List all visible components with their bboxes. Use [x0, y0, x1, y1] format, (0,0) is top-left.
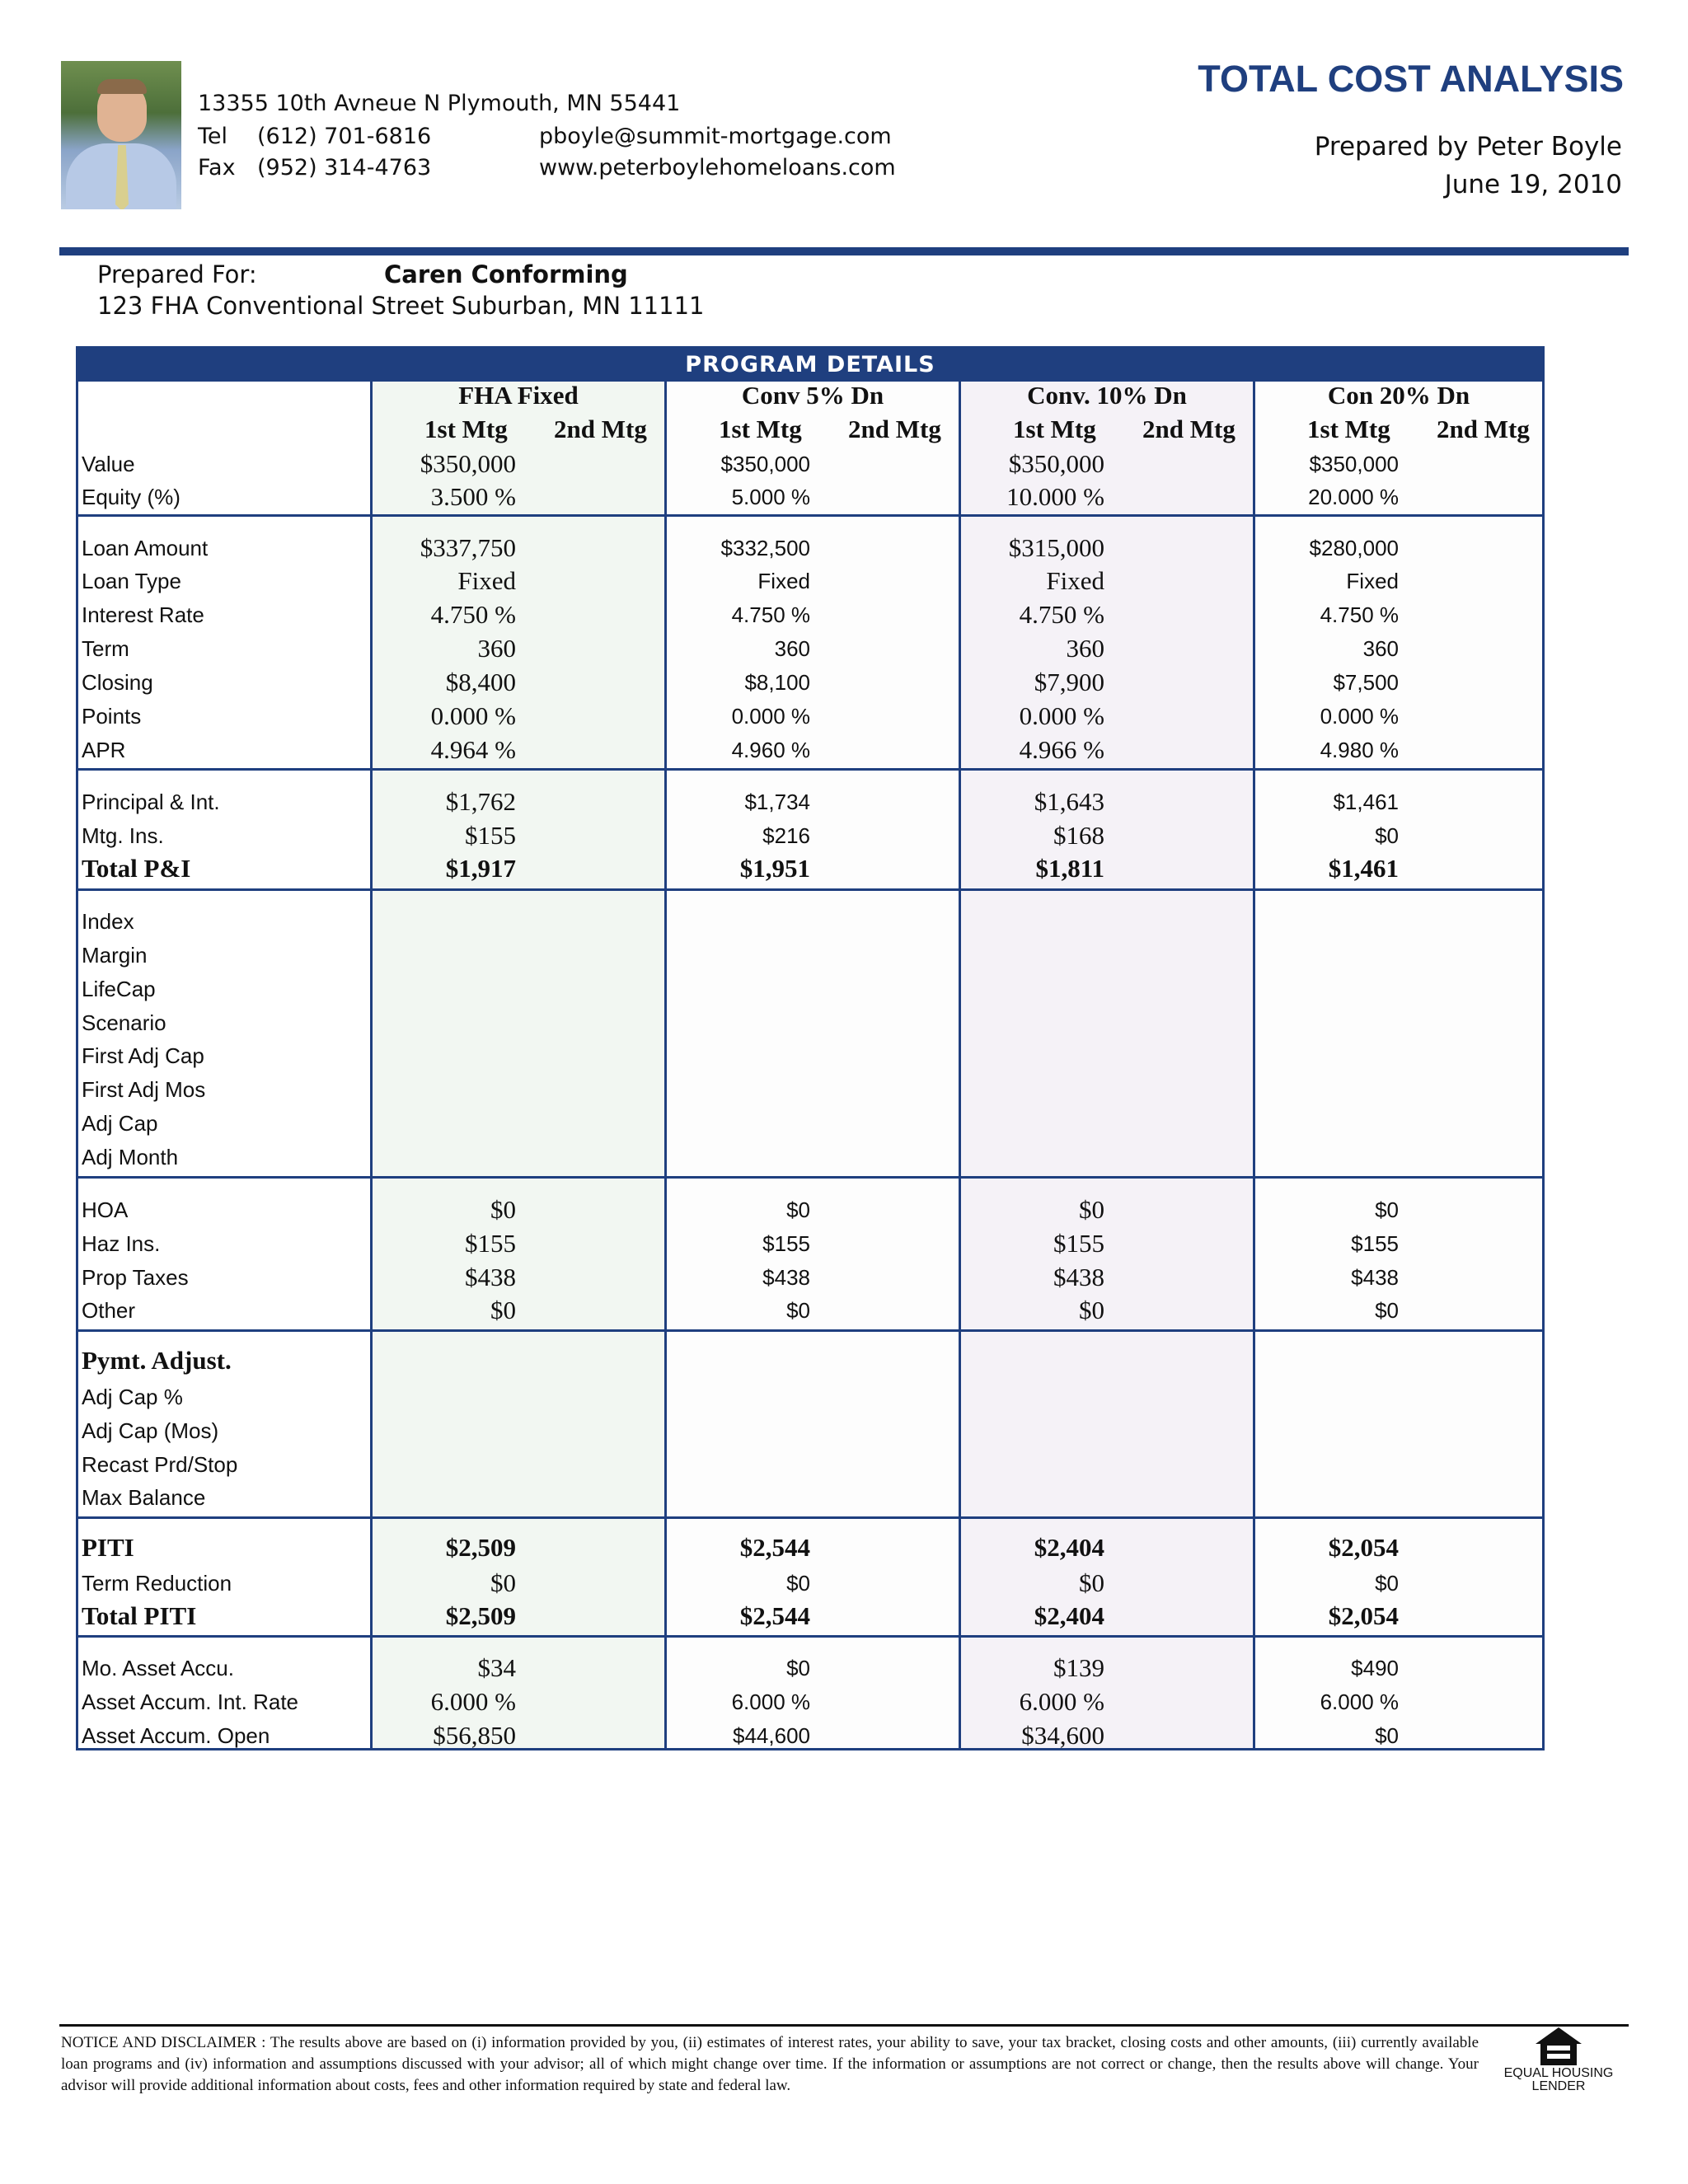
cell-apr-1: 4.964 %	[430, 735, 516, 764]
col-bg-1	[373, 382, 664, 1748]
cell-term-reduction-2: $0	[786, 1571, 810, 1596]
cell-hoa-4: $0	[1375, 1197, 1399, 1222]
row-label-prop-taxes: Prop Taxes	[82, 1265, 189, 1290]
cell-loan-amount-4: $280,000	[1309, 536, 1399, 560]
cell-principal-int-3: $1,643	[1034, 787, 1104, 816]
cell-interest-rate-2: 4.750 %	[731, 602, 810, 627]
row-label-loan-type: Loan Type	[82, 569, 181, 593]
cell-asset-open-4: $0	[1375, 1723, 1399, 1748]
cell-total-piti-4: $2,054	[1328, 1601, 1399, 1630]
row-label-asset-open: Asset Accum. Open	[82, 1723, 270, 1748]
cell-loan-type-2: Fixed	[757, 569, 810, 593]
first-mtg-header: 1st Mtg	[424, 415, 508, 443]
cell-principal-int-4: $1,461	[1333, 790, 1399, 814]
cell-interest-rate-3: 4.750 %	[1019, 600, 1104, 629]
row-label-mtg-ins: Mtg. Ins.	[82, 823, 164, 848]
cell-principal-int-2: $1,734	[744, 790, 810, 814]
cell-piti-3: $2,404	[1034, 1533, 1104, 1562]
cell-loan-type-4: Fixed	[1346, 569, 1399, 593]
cell-asset-rate-2: 6.000 %	[731, 1690, 810, 1714]
first-mtg-header: 1st Mtg	[1013, 415, 1096, 443]
cell-asset-rate-4: 6.000 %	[1320, 1690, 1399, 1714]
client-name: Caren Conforming	[384, 260, 628, 288]
cell-other-3: $0	[1079, 1296, 1104, 1324]
cell-mtg-ins-1: $155	[465, 821, 516, 850]
row-label-total-pi: Total P&I	[82, 854, 191, 883]
cell-prop-taxes-4: $438	[1351, 1265, 1399, 1290]
row-label-term-reduction: Term Reduction	[82, 1571, 232, 1596]
cell-loan-amount-1: $337,750	[420, 533, 516, 562]
cell-other-2: $0	[786, 1298, 810, 1323]
row-label-scenario: Scenario	[82, 1010, 166, 1035]
row-label-mo-asset: Mo. Asset Accu.	[82, 1656, 234, 1680]
equal-housing-logo	[1489, 2024, 1629, 2093]
cell-apr-2: 4.960 %	[731, 738, 810, 762]
cell-apr-3: 4.966 %	[1019, 735, 1104, 764]
program-name-2: Conv 5% Dn	[741, 381, 884, 410]
cell-loan-amount-3: $315,000	[1008, 533, 1104, 562]
cell-value-1: $350,000	[420, 449, 516, 478]
cell-loan-type-1: Fixed	[457, 566, 516, 595]
row-label-value: Value	[82, 452, 135, 476]
cell-prop-taxes-2: $438	[762, 1265, 810, 1290]
cell-apr-4: 4.980 %	[1320, 738, 1399, 762]
first-mtg-header: 1st Mtg	[1307, 415, 1390, 443]
office-address: 13355 10th Avneue N Plymouth, MN 55441	[198, 91, 681, 116]
row-label-adj-cap-pct: Adj Cap %	[82, 1385, 183, 1409]
cell-points-4: 0.000 %	[1320, 704, 1399, 729]
row-label-asset-rate: Asset Accum. Int. Rate	[82, 1690, 298, 1714]
cell-hoa-1: $0	[490, 1195, 516, 1224]
cell-loan-type-3: Fixed	[1046, 566, 1104, 595]
row-label-hoa: HOA	[82, 1197, 129, 1222]
row-divider	[78, 514, 1542, 517]
tel-label: Tel	[198, 124, 228, 149]
cell-closing-3: $7,900	[1034, 668, 1104, 696]
disclaimer-text: NOTICE AND DISCLAIMER : The results above are based on (i) information provided by you, (ii) estimates of interest rates, your ability to save, your tax bracket, closing costs and other amounts, (iii) currently available loan programs and (iv) information and assumptions discussed with your advisor; all of which might change over time. If the information or assumptions are not correct or change, then the results above will change. Your advisor will provide additional information about costs, fees and other information required by state and federal law.	[61, 2034, 1479, 2094]
cell-haz-ins-4: $155	[1351, 1231, 1399, 1256]
row-divider	[78, 1635, 1542, 1638]
row-label-closing: Closing	[82, 670, 153, 695]
cell-term-1: 360	[477, 634, 516, 663]
second-mtg-header: 2nd Mtg	[848, 415, 941, 443]
row-label-total-piti: Total PITI	[82, 1601, 197, 1630]
col-divider	[370, 382, 373, 1748]
cell-asset-open-2: $44,600	[733, 1723, 810, 1748]
eho-line-2: LENDER	[1531, 2079, 1586, 2093]
cell-asset-rate-3: 6.000 %	[1019, 1687, 1104, 1716]
cell-mtg-ins-4: $0	[1375, 823, 1399, 848]
cell-total-pi-1: $1,917	[445, 854, 516, 883]
row-divider	[78, 888, 1542, 891]
cell-prop-taxes-1: $438	[465, 1263, 516, 1291]
row-label-pymt-adjust: Pymt. Adjust.	[82, 1346, 232, 1375]
second-mtg-header: 2nd Mtg	[1437, 415, 1530, 443]
cell-haz-ins-1: $155	[465, 1229, 516, 1258]
cell-total-piti-3: $2,404	[1034, 1601, 1104, 1630]
cell-other-1: $0	[490, 1296, 516, 1324]
cell-hoa-2: $0	[786, 1197, 810, 1222]
cell-mtg-ins-3: $168	[1053, 821, 1104, 850]
cell-mo-asset-3: $139	[1053, 1653, 1104, 1682]
email-link[interactable]: pboyle@summit-mortgage.com	[539, 124, 892, 149]
cell-total-pi-4: $1,461	[1328, 854, 1399, 883]
cell-equity-1: 3.500 %	[430, 482, 516, 511]
website-link[interactable]: www.peterboylehomeloans.com	[539, 155, 896, 180]
second-mtg-header: 2nd Mtg	[1142, 415, 1236, 443]
row-label-first-adj-mos: First Adj Mos	[82, 1077, 206, 1102]
row-divider	[78, 1516, 1542, 1519]
row-divider	[78, 768, 1542, 771]
section-title: PROGRAM DETAILS	[78, 349, 1542, 382]
cell-mo-asset-2: $0	[786, 1656, 810, 1680]
row-label-points: Points	[82, 704, 142, 729]
row-label-term: Term	[82, 636, 129, 661]
cell-total-piti-2: $2,544	[739, 1601, 810, 1630]
equal-housing-house-icon	[1534, 2026, 1583, 2067]
cell-mo-asset-1: $34	[477, 1653, 516, 1682]
program-name-4: Con 20% Dn	[1327, 381, 1470, 410]
cell-closing-1: $8,400	[445, 668, 516, 696]
cell-other-4: $0	[1375, 1298, 1399, 1323]
row-label-piti: PITI	[82, 1533, 134, 1562]
cell-prop-taxes-3: $438	[1053, 1263, 1104, 1291]
program-name-1: FHA Fixed	[458, 381, 579, 410]
cell-term-reduction-1: $0	[490, 1568, 516, 1597]
row-label-loan-amount: Loan Amount	[82, 536, 209, 560]
cell-term-2: 360	[774, 636, 810, 661]
cell-asset-open-1: $56,850	[433, 1721, 516, 1750]
eho-line-1: EQUAL HOUSING	[1503, 2066, 1614, 2080]
col-bg-2	[667, 382, 959, 1748]
row-label-first-adj-cap: First Adj Cap	[82, 1043, 204, 1068]
cell-interest-rate-4: 4.750 %	[1320, 602, 1399, 627]
cell-haz-ins-2: $155	[762, 1231, 810, 1256]
client-address: 123 FHA Conventional Street Suburban, MN 11111	[97, 292, 705, 320]
cell-term-reduction-4: $0	[1375, 1571, 1399, 1596]
cell-term-4: 360	[1362, 636, 1399, 661]
row-label-margin: Margin	[82, 943, 148, 968]
row-label-equity: Equity (%)	[82, 485, 181, 509]
cell-piti-4: $2,054	[1328, 1533, 1399, 1562]
col-bg-4	[1255, 382, 1542, 1748]
cell-points-2: 0.000 %	[731, 704, 810, 729]
cell-interest-rate-1: 4.750 %	[430, 600, 516, 629]
footer-divider	[59, 2024, 1629, 2027]
cell-equity-2: 5.000 %	[731, 485, 810, 509]
header-divider	[59, 247, 1629, 255]
cell-closing-4: $7,500	[1333, 670, 1399, 695]
cell-piti-1: $2,509	[445, 1533, 516, 1562]
row-label-haz-ins: Haz Ins.	[82, 1231, 161, 1256]
advisor-photo	[61, 61, 181, 209]
first-mtg-header: 1st Mtg	[719, 415, 802, 443]
cell-total-piti-1: $2,509	[445, 1601, 516, 1630]
col-divider	[1253, 382, 1255, 1748]
col-divider	[959, 382, 961, 1748]
program-name-3: Conv. 10% Dn	[1027, 381, 1187, 410]
second-mtg-header: 2nd Mtg	[554, 415, 647, 443]
cell-term-3: 360	[1066, 634, 1104, 663]
row-label-apr: APR	[82, 738, 126, 762]
row-label-adj-cap-mos: Adj Cap (Mos)	[82, 1418, 219, 1443]
cell-total-pi-2: $1,951	[739, 854, 810, 883]
cell-points-1: 0.000 %	[430, 701, 516, 730]
row-label-principal-int: Principal & Int.	[82, 790, 220, 814]
cell-asset-open-3: $34,600	[1021, 1721, 1104, 1750]
page-title: TOTAL COST ANALYSIS	[1198, 58, 1624, 100]
tel-number: (612) 701-6816	[257, 124, 432, 149]
row-label-recast: Recast Prd/Stop	[82, 1452, 238, 1477]
cell-loan-amount-2: $332,500	[720, 536, 810, 560]
report-date: June 19, 2010	[1444, 170, 1622, 199]
row-label-interest-rate: Interest Rate	[82, 602, 204, 627]
cell-mo-asset-4: $490	[1351, 1656, 1399, 1680]
cell-hoa-3: $0	[1079, 1195, 1104, 1224]
col-divider	[664, 382, 667, 1748]
cell-mtg-ins-2: $216	[762, 823, 810, 848]
row-label-max-balance: Max Balance	[82, 1485, 206, 1510]
cell-term-reduction-3: $0	[1079, 1568, 1104, 1597]
cell-asset-rate-1: 6.000 %	[430, 1687, 516, 1716]
cell-haz-ins-3: $155	[1053, 1229, 1104, 1258]
row-label-index: Index	[82, 909, 134, 934]
cell-value-3: $350,000	[1008, 449, 1104, 478]
row-label-other: Other	[82, 1298, 136, 1323]
cell-value-4: $350,000	[1309, 452, 1399, 476]
prepared-for-label: Prepared For:	[97, 260, 257, 288]
row-label-adj-cap: Adj Cap	[82, 1111, 158, 1136]
cell-closing-2: $8,100	[744, 670, 810, 695]
cell-piti-2: $2,544	[739, 1533, 810, 1562]
cell-principal-int-1: $1,762	[445, 787, 516, 816]
cell-equity-4: 20.000 %	[1308, 485, 1399, 509]
fax-number: (952) 314-4763	[257, 155, 432, 180]
equal-housing-text	[1489, 2067, 1629, 2093]
prepared-by: Prepared by Peter Boyle	[1314, 132, 1622, 162]
cell-equity-3: 10.000 %	[1006, 482, 1104, 511]
row-label-adj-month: Adj Month	[82, 1145, 179, 1169]
col-bg-3	[961, 382, 1253, 1748]
row-divider	[78, 1329, 1542, 1332]
cell-points-3: 0.000 %	[1019, 701, 1104, 730]
cell-value-2: $350,000	[720, 452, 810, 476]
cell-total-pi-3: $1,811	[1035, 854, 1104, 883]
row-divider	[78, 1176, 1542, 1179]
fax-label: Fax	[198, 155, 236, 180]
row-label-lifecap: LifeCap	[82, 977, 156, 1001]
